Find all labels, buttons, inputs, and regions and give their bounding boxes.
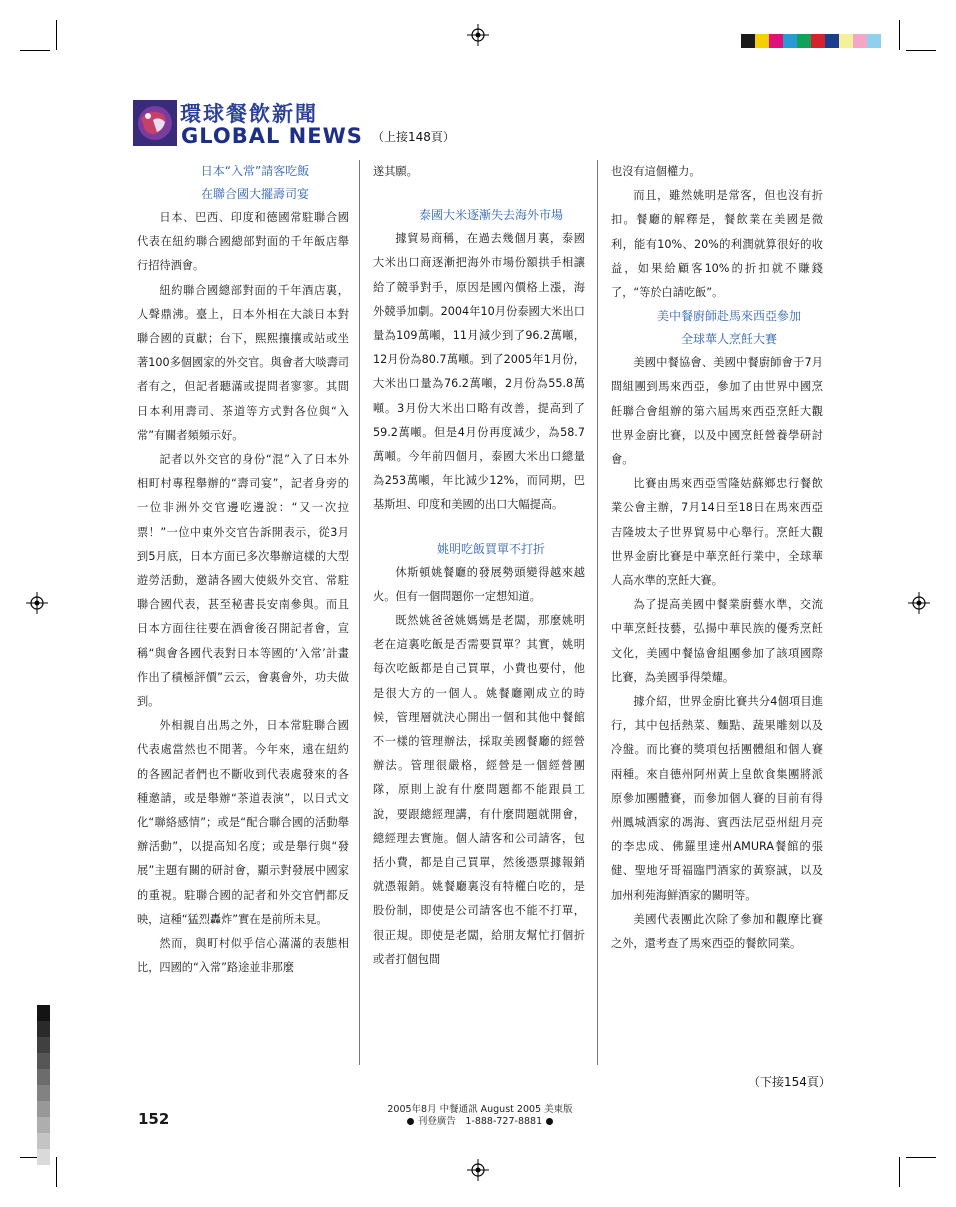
color-swatch: [783, 34, 797, 48]
column-divider: [597, 160, 598, 1065]
gray-step: [37, 1085, 50, 1101]
article-paragraph: 據貿易商稱，在過去幾個月裏，泰國大米出口商逐漸把海外市場份額拱手相讓給了競爭對手，原因是國內價格上漲，海外競爭加劇。2004年10月份泰國大米出口量為109萬噸，11月減少到了96.2萬噸，12月份為80.7萬噸。到了2005年1月份，大米出口量為76.2萬噸，2月份為55.8萬噸。3月份大米出口略有改善，提高到了59.2萬噸。但是4月份再度減少，為58.7萬噸。今年前四個月，泰國大米出口總量為253萬噸，年比減少12%，而同期，巴基斯坦、印度和美國的出口大幅提高。: [373, 232, 585, 512]
color-swatch: [769, 34, 783, 48]
bullet-icon: [546, 1118, 553, 1125]
grayscale-strip: [37, 1005, 50, 1165]
article-heading: 泰國大米逐漸失去海外市場: [418, 208, 563, 223]
article-paragraph: 而且，雖然姚明是常客，但也沒有折扣。餐廳的解釋是，餐飲業在美國是微利，能有10%、20%的利潤就算很好的收益，如果給顧客10%的折扣就不賺錢了，“等於白請吃飯”。: [611, 189, 823, 300]
crop-mark: [899, 20, 900, 50]
color-swatch: [825, 34, 839, 48]
color-bar: [741, 34, 881, 48]
gray-step: [37, 1069, 50, 1085]
article-paragraph: 既然姚爸爸姚媽媽是老闆，那麼姚明老在這裏吃飯是否需要買單？其實，姚明每次吃飯都是自己買單，小費也要付，他是很大方的一個人。姚餐廳剛成立的時候，管理層就決心開出一個和其他中餐館不一樣的管理辦法，採取美國餐廳的經營辦法。管理很嚴格，經營是一個經營團隊，原則上說有什麼問題都不能跟員工說，要跟總經理講，有什麼問題就開會，總經理去實施。個人請客和公司請客，包括小費，都是自己買單，然後憑票據報銷就憑報銷。姚餐廳裏沒有特權白吃的，是股份制，即使是公司請客也不能不打單，很正規。即使是老闆，給朋友幫忙打個折或者打個包間: [373, 614, 585, 966]
article-heading: 美中餐廚師赴馬來西亞參加: [656, 309, 801, 324]
color-swatch: [811, 34, 825, 48]
crop-mark: [899, 1157, 900, 1187]
continued-from-note: （上接148頁）: [372, 130, 455, 144]
article-heading: 全球華人烹飪大賽: [680, 332, 777, 347]
article-paragraph: 遂其願。: [373, 165, 418, 178]
continued-to-note: （下接154頁）: [748, 1075, 831, 1089]
gray-step: [37, 1053, 50, 1069]
article-paragraph: 外相親自出馬之外，日本常駐聯合國代表處當然也不閒著。今年來，遠在紐約的各國記者們也不斷收到代表處發來的各種邀請，或是舉辦“茶道表演”，以日式文化“聯絡感情”；或是“配合聯合國的活動舉辦活動”，以提高知名度；或是舉行與“發展”主題有關的研討會，顯示對發展中國家的重視。駐聯合國的記者和外交官們都反映，這種“猛烈轟炸”實在是前所未見。: [137, 719, 349, 926]
color-swatch: [755, 34, 769, 48]
color-swatch: [797, 34, 811, 48]
article-paragraph: 紐約聯合國總部對面的千年酒店裏，人聲鼎沸。臺上，日本外相在大談日本對聯合國的貢獻；台下，熙熙攘攘或站或坐著100多個國家的外交官。與會者大啖壽司者有之，但記者聽滿或提問者寥寥。其間日本利用壽司、茶道等方式對各位與“入常”有關者頻頻示好。: [137, 283, 349, 442]
crop-mark: [906, 50, 936, 51]
article-paragraph: 據介紹，世界金廚比賽共分4個項目進行，其中包括熱菜、麵點、蔬果雕刻以及冷盤。而比賽的獎項包括團體組和個人賽兩種。來自德州阿州黃上皇飲食集團將派原參加團體賽，而參加個人賽的目前有得州鳳城酒家的馮海、賓西法尼亞州紐月亮的李忠成、佛羅里達州AMURA餐館的張健、聖地牙哥福臨門酒家的黃察誠，以及加州利苑海鮮酒家的關明等。: [611, 695, 823, 902]
gray-step: [37, 1149, 50, 1165]
registration-mark-icon: [467, 24, 489, 46]
section-title-english: GLOBAL NEWS: [181, 124, 363, 148]
article-paragraph: 美國代表團此次除了參加和觀摩比賽之外，還考查了馬來西亞的餐飲同業。: [611, 912, 823, 951]
color-swatch: [839, 34, 853, 48]
registration-mark-icon: [26, 592, 48, 614]
article-column-2: [373, 160, 585, 972]
article-paragraph: 美國中餐協會、美國中餐廚師會于7月間組團到馬來西亞，參加了由世界中國烹飪聯合會組辦的第六屆馬來西亞烹飪大觀世界金廚比賽，以及中國烹飪營養學研討會。: [611, 356, 823, 467]
gray-step: [37, 1133, 50, 1149]
article-paragraph: 休斯頓姚餐廳的發展勢頭變得越來越火。但有一個問題你一定想知道。: [373, 565, 585, 603]
color-swatch: [867, 34, 881, 48]
section-title-chinese: 環球餐飲新聞: [180, 102, 318, 126]
article-paragraph: 也沒有這個權力。: [611, 165, 701, 178]
crop-mark: [56, 20, 57, 50]
article-paragraph: 為了提高美國中餐業廚藝水準，交流中華烹飪技藝，弘揚中華民族的優秀烹飪文化，美國中餐協會組團參加了該項國際比賽，為美國爭得榮耀。: [611, 598, 823, 684]
color-swatch: [741, 34, 755, 48]
gray-step: [37, 1037, 50, 1053]
spacer: [373, 518, 585, 538]
spacer: [373, 184, 585, 204]
color-swatch: [853, 34, 867, 48]
gray-step: [37, 1101, 50, 1117]
footer-ad-line: [330, 1116, 630, 1128]
article-heading: 姚明吃飯買單不打折: [436, 541, 545, 556]
gray-step: [37, 1005, 50, 1021]
crop-mark: [20, 50, 50, 51]
crop-mark: [906, 1157, 936, 1158]
footer: [330, 1104, 630, 1128]
article-paragraph: 然而，與町村似乎信心滿滿的表態相比，四國的“入常”路途並非那麼: [137, 937, 349, 975]
registration-mark-icon: [467, 1159, 489, 1181]
article-paragraph: 記者以外交官的身份“混”入了日本外相町村專程舉辦的“壽司宴”，記者身旁的一位非洲外交官邊吃邊說：“又一次拉票！”一位中東外交官告訴開表示，從3月到5月底，日本方面已多次舉辦這樣的大型遊勞活動，邀請各國大使級外交官、常駐聯合國代表，甚至秘書長安南參與。而且日本方面往往要在酒會後召開記者會，宣稱“與會各國代表對日本等國的‘入常’計畫作出了積極評價”云云，會裏會外，功夫做到。: [137, 453, 349, 709]
article-column-3: [611, 160, 823, 956]
footer-ad-text: 刊登廣告 1-888-727-8881: [417, 1116, 543, 1127]
article-heading: 日本“入常”請客吃飯: [200, 164, 310, 178]
gray-step: [37, 1021, 50, 1037]
gray-step: [37, 1117, 50, 1133]
globe-logo-icon: [133, 100, 177, 146]
bullet-icon: [407, 1118, 414, 1125]
article-paragraph: 日本、巴西、印度和德國常駐聯合國代表在紐約聯合國總部對面的千年飯店舉行招待酒會。: [137, 211, 349, 273]
page-number: 152: [138, 1110, 170, 1128]
article-column-1: [137, 160, 349, 981]
crop-mark: [56, 1157, 57, 1187]
article-paragraph: 比賽由馬來西亞雪隆姑蘇鄉忠行餐飲業公會主辦，7月14日至18日在馬來西亞吉隆坡太子世界貿易中心舉行。烹飪大觀世界金廚比賽是中華烹飪行業中，全球華人高水準的烹飪大賽。: [611, 477, 823, 588]
footer-publication-line: 2005年8月 中餐通訊 August 2005 美東版: [387, 1104, 573, 1115]
article-heading: 在聯合國大擺壽司宴: [200, 187, 309, 201]
column-divider: [359, 160, 360, 1065]
registration-mark-icon: [908, 592, 930, 614]
